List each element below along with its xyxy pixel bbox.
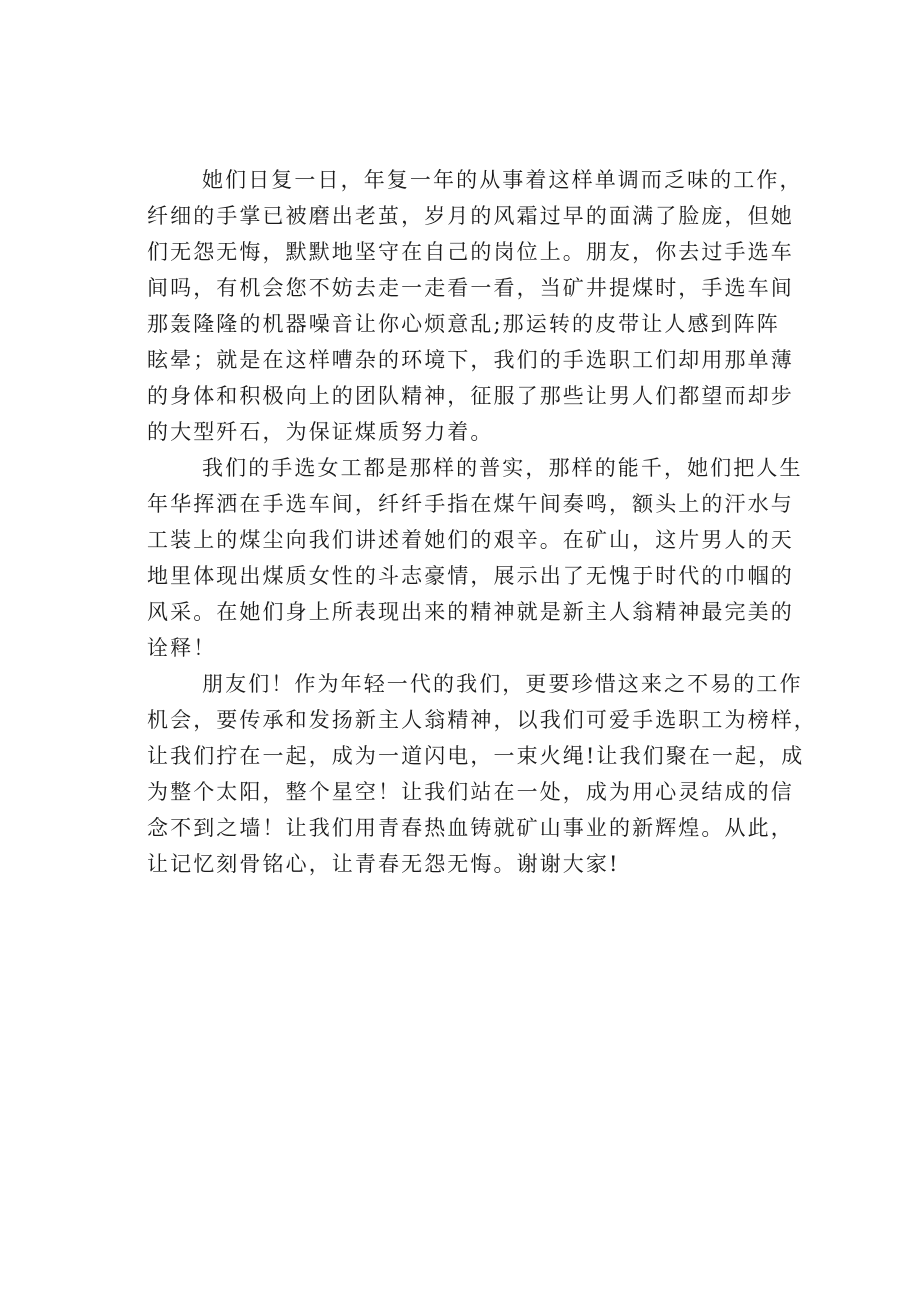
paragraph-line: 的大型歼石，为保证煤质努力着。	[147, 420, 494, 444]
paragraph-line: 朋友们！作为年轻一代的我们，更要珍惜这来之不易的工作	[202, 672, 803, 696]
paragraph-line: 让我们拧在一起，成为一道闪电，一束火绳!让我们聚在一起，成	[147, 744, 805, 768]
document-body	[147, 162, 817, 882]
paragraph-line: 们无怨无悔，默默地坚守在自己的岗位上。朋友，你去过手选车	[147, 240, 794, 264]
paragraph-line: 让记忆刻骨铭心，让青春无怨无悔。谢谢大家!	[147, 852, 620, 876]
paragraph-line: 那轰隆隆的机器噪音让你心烦意乱;那运转的皮带让人感到阵阵	[147, 312, 780, 336]
paragraph-line: 间吗，有机会您不妨去走一走看一看，当矿井提煤时，手选车间	[147, 276, 794, 300]
paragraph-1	[147, 162, 807, 450]
paragraph-line: 眩晕；就是在这样嘈杂的环境下，我们的手选职工们却用那单薄	[147, 348, 794, 372]
paragraph-line: 我们的手选女工都是那样的普实，那样的能千，她们把人生	[202, 456, 803, 480]
paragraph-line: 诠释！	[147, 636, 217, 660]
paragraph-line: 年华挥洒在手选车间，纤纤手指在煤午间奏鸣，额头上的汗水与	[147, 492, 794, 516]
paragraph-line: 纤细的手掌已被磨出老茧，岁月的风霜过早的面满了脸庞，但她	[147, 204, 794, 228]
paragraph-line: 她们日复一日，年复一年的从事着这样单调而乏味的工作，	[202, 168, 803, 192]
paragraph-line: 工装上的煤尘向我们讲述着她们的艰辛。在矿山，这片男人的天	[147, 528, 794, 552]
paragraph-line: 为整个太阳，整个星空！让我们站在一处，成为用心灵结成的信	[147, 780, 794, 804]
paragraph-line: 的身体和积极向上的团队精神，征服了那些让男人们都望而却步	[147, 384, 794, 408]
paragraph-line: 念不到之墙！让我们用青春热血铸就矿山事业的新辉煌。从此，	[147, 816, 794, 840]
paragraph-3	[147, 666, 817, 882]
paragraph-line: 风采。在她们身上所表现出来的精神就是新主人翁精神最完美的	[147, 600, 794, 624]
paragraph-line: 地里体现出煤质女性的斗志豪情，展示出了无愧于时代的巾帼的	[147, 564, 794, 588]
paragraph-2	[147, 450, 807, 666]
paragraph-line: 机会，要传承和发扬新主人翁精神，以我们可爱手选职工为榜样，	[147, 708, 817, 732]
